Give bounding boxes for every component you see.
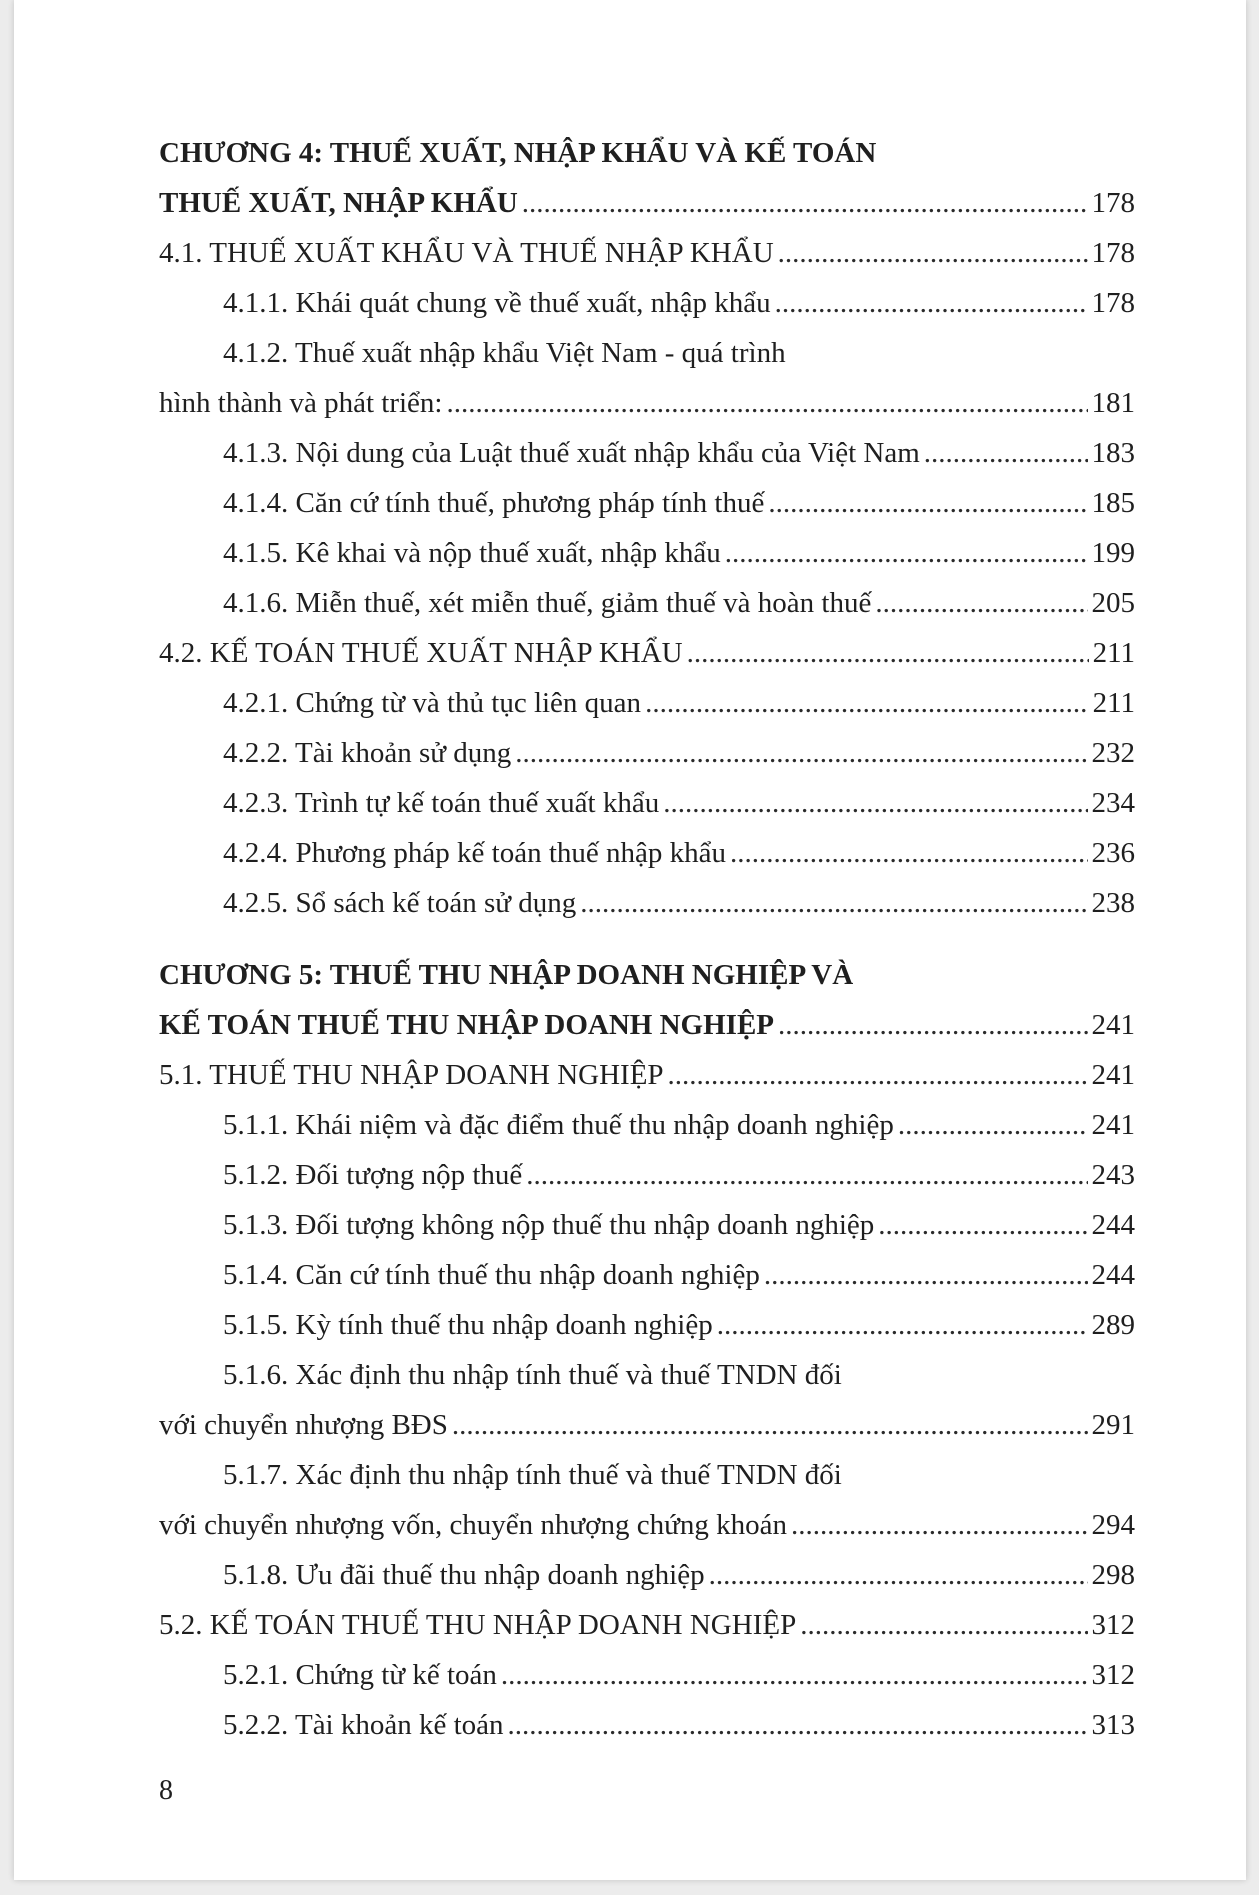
toc-subsection [159, 1550, 1135, 1600]
toc-subsection [159, 1650, 1135, 1700]
toc-entry-title: 5.1.6. Xác định thu nhập tính thuế và thuế TNDN đối [223, 1359, 842, 1391]
toc-entry-title: CHƯƠNG 5: THUẾ THU NHẬP DOANH NGHIỆP VÀ [159, 959, 854, 991]
toc-entry-page: 241 [1091, 1109, 1135, 1141]
toc-entry-title: 4.1. THUẾ XUẤT KHẨU VÀ THUẾ NHẬP KHẨU [159, 237, 774, 269]
toc-entry-title: 5.2.1. Chứng từ kế toán [223, 1659, 497, 1691]
toc-subsection [159, 578, 1135, 628]
toc-entry-page: 244 [1091, 1259, 1135, 1291]
toc-subsection [159, 1450, 1135, 1500]
toc-subsection [159, 428, 1135, 478]
toc-subsection [159, 278, 1135, 328]
toc-entry-page: 298 [1091, 1559, 1135, 1591]
dot-leader [717, 1300, 1088, 1350]
toc-entry-title: 4.1.5. Kê khai và nộp thuế xuất, nhập khẩu [223, 537, 721, 569]
dot-leader [687, 628, 1089, 678]
toc-entry-page: 312 [1091, 1609, 1135, 1641]
book-page [14, 0, 1246, 1880]
toc-entry-title: 4.2. KẾ TOÁN THUẾ XUẤT NHẬP KHẨU [159, 637, 683, 669]
toc-entry-page: 241 [1091, 1059, 1135, 1091]
dot-leader [515, 728, 1087, 778]
toc-entry-title: 4.2.5. Sổ sách kế toán sử dụng [223, 887, 577, 919]
toc-entry-page: 211 [1092, 637, 1135, 669]
toc-entry-page: 181 [1091, 387, 1135, 419]
dot-leader [645, 678, 1089, 728]
dot-leader [580, 878, 1087, 928]
toc-subsection [159, 1700, 1135, 1750]
toc-chapter-heading [159, 128, 1135, 178]
toc-entry-title: 4.1.2. Thuế xuất nhập khẩu Việt Nam - quá trình [223, 337, 786, 369]
toc-entry-page: 178 [1091, 287, 1135, 319]
toc-chapter-heading [159, 1000, 1135, 1050]
toc-subsection [159, 478, 1135, 528]
dot-leader [878, 1200, 1087, 1250]
dot-leader [508, 1700, 1088, 1750]
dot-leader [898, 1100, 1088, 1150]
toc-entry-page: 289 [1091, 1309, 1135, 1341]
toc-entry-page: 234 [1091, 787, 1135, 819]
toc-subsection [159, 528, 1135, 578]
toc-entry-page: 243 [1091, 1159, 1135, 1191]
toc-section [159, 1500, 1135, 1550]
toc-subsection [159, 878, 1135, 928]
toc-section [159, 1600, 1135, 1650]
dot-leader [768, 478, 1087, 528]
toc-entry-page: 205 [1091, 587, 1135, 619]
toc-entry-title: 4.1.1. Khái quát chung về thuế xuất, nhập khẩu [223, 287, 771, 319]
toc-section [159, 628, 1135, 678]
toc-entry-title: 4.2.4. Phương pháp kế toán thuế nhập khẩu [223, 837, 727, 869]
toc-entry-page: 294 [1091, 1509, 1135, 1541]
toc-entry-page: 291 [1091, 1409, 1135, 1441]
page-number: 8 [159, 1775, 173, 1806]
dot-leader [452, 1400, 1088, 1450]
dot-leader [791, 1500, 1088, 1550]
toc-entry-title: 4.1.3. Nội dung của Luật thuế xuất nhập khẩu của Việt Nam [223, 437, 920, 469]
toc-entry-page: 236 [1091, 837, 1135, 869]
dot-leader [875, 578, 1087, 628]
toc-subsection [159, 678, 1135, 728]
toc-entry-page: 232 [1091, 737, 1135, 769]
toc-entry-page: 178 [1091, 187, 1135, 219]
toc-section [159, 378, 1135, 428]
toc-entry-page: 312 [1091, 1659, 1135, 1691]
dot-leader [778, 228, 1088, 278]
dot-leader [775, 278, 1088, 328]
toc-entry-title: 4.1.6. Miễn thuế, xét miễn thuế, giảm thuế và hoàn thuế [223, 587, 872, 619]
toc-subsection [159, 1350, 1135, 1400]
toc-entry-page: 244 [1091, 1209, 1135, 1241]
toc-entry-title: 5.1.2. Đối tượng nộp thuế [223, 1159, 523, 1191]
toc-entry-title: 5.1.1. Khái niệm và đặc điểm thuế thu nhập doanh nghiệp [223, 1109, 894, 1141]
table-of-contents [159, 128, 1135, 1750]
toc-entry-title: KẾ TOÁN THUẾ THU NHẬP DOANH NGHIỆP [159, 1009, 775, 1041]
toc-entry-title: 5.1.7. Xác định thu nhập tính thuế và thuế TNDN đối [223, 1459, 842, 1491]
toc-chapter-heading [159, 950, 1135, 1000]
toc-section [159, 228, 1135, 278]
toc-entry-title: CHƯƠNG 4: THUẾ XUẤT, NHẬP KHẨU VÀ KẾ TOÁN [159, 137, 877, 169]
toc-subsection [159, 1200, 1135, 1250]
toc-entry-page: 185 [1091, 487, 1135, 519]
toc-entry-page: 238 [1091, 887, 1135, 919]
dot-leader [730, 828, 1087, 878]
toc-entry-title: với chuyển nhượng BĐS [159, 1409, 448, 1441]
toc-entry-title: hình thành và phát triển: [159, 387, 443, 419]
toc-section [159, 1050, 1135, 1100]
toc-subsection [159, 1300, 1135, 1350]
dot-leader [764, 1250, 1088, 1300]
section-gap [159, 928, 1135, 950]
toc-entry-title: với chuyển nhượng vốn, chuyển nhượng chứng khoán [159, 1509, 787, 1541]
toc-entry-title: 5.1.5. Kỳ tính thuế thu nhập doanh nghiệp [223, 1309, 713, 1341]
dot-leader [668, 1050, 1088, 1100]
toc-entry-title: 4.2.1. Chứng từ và thủ tục liên quan [223, 687, 642, 719]
toc-entry-title: 4.2.3. Trình tự kế toán thuế xuất khẩu [223, 787, 660, 819]
toc-entry-title: 5.2. KẾ TOÁN THUẾ THU NHẬP DOANH NGHIỆP [159, 1609, 797, 1641]
dot-leader [800, 1600, 1087, 1650]
dot-leader [501, 1650, 1088, 1700]
toc-chapter-heading [159, 178, 1135, 228]
toc-subsection [159, 728, 1135, 778]
toc-entry-title: 4.1.4. Căn cứ tính thuế, phương pháp tính thuế [223, 487, 765, 519]
toc-subsection [159, 1150, 1135, 1200]
toc-entry-title: 5.1.3. Đối tượng không nộp thuế thu nhập doanh nghiệp [223, 1209, 875, 1241]
toc-subsection [159, 828, 1135, 878]
dot-leader [663, 778, 1087, 828]
toc-entry-page: 178 [1091, 237, 1135, 269]
toc-entry-title: 5.1.4. Căn cứ tính thuế thu nhập doanh nghiệp [223, 1259, 760, 1291]
toc-entry-title: 4.2.2. Tài khoản sử dụng [223, 737, 512, 769]
dot-leader [725, 528, 1088, 578]
toc-entry-title: 5.1.8. Ưu đãi thuế thu nhập doanh nghiệp [223, 1559, 705, 1591]
toc-entry-title: THUẾ XUẤT, NHẬP KHẨU [159, 187, 518, 219]
toc-subsection [159, 778, 1135, 828]
toc-entry-page: 183 [1091, 437, 1135, 469]
toc-entry-page: 241 [1091, 1009, 1135, 1041]
toc-subsection [159, 1100, 1135, 1150]
dot-leader [522, 178, 1088, 228]
dot-leader [526, 1150, 1087, 1200]
dot-leader [709, 1550, 1088, 1600]
toc-entry-page: 211 [1092, 687, 1135, 719]
dot-leader [924, 428, 1088, 478]
dot-leader [778, 1000, 1087, 1050]
dot-leader [447, 378, 1088, 428]
toc-entry-title: 5.1. THUẾ THU NHẬP DOANH NGHIỆP [159, 1059, 664, 1091]
toc-entry-page: 313 [1091, 1709, 1135, 1741]
toc-entry-title: 5.2.2. Tài khoản kế toán [223, 1709, 504, 1741]
toc-section [159, 1400, 1135, 1450]
toc-subsection [159, 1250, 1135, 1300]
toc-entry-page: 199 [1091, 537, 1135, 569]
toc-subsection [159, 328, 1135, 378]
